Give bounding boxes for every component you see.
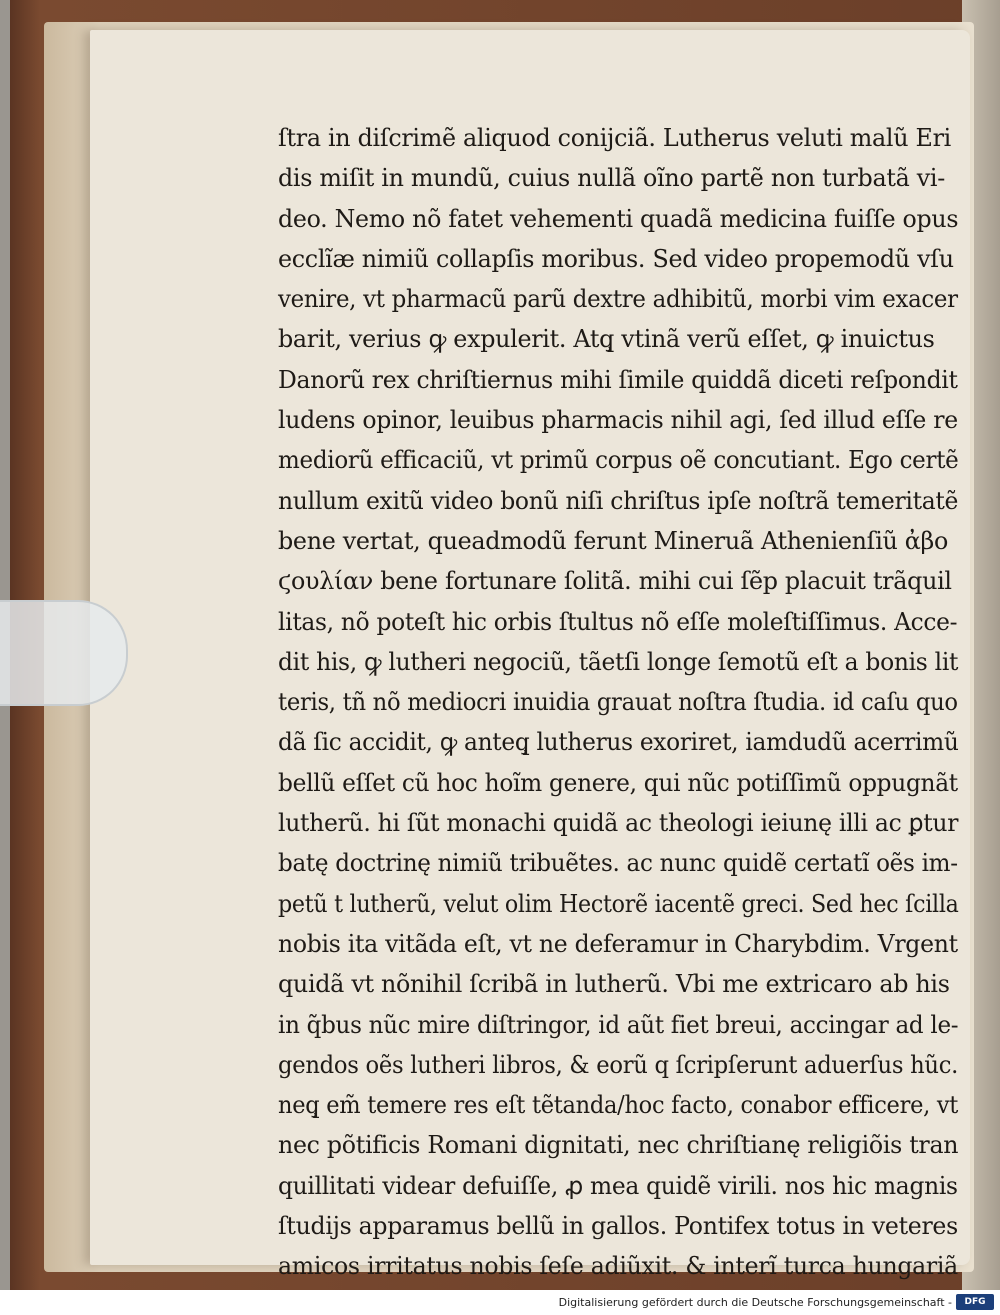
text-line: dit his, ꝙ lutheri negociũ, tãetſi longe ſemotũ eſt a bonis lit: [278, 647, 959, 676]
text-line: dis miſit in mundũ, cuius nullã oĩno partẽ non turbatã vi-: [278, 164, 945, 193]
text-line: quillitati videar defuiſſe, ꝓ mea quidẽ virili. nos hic magnis: [278, 1171, 958, 1200]
text-line: petũ t lutherũ, velut olim Hectorẽ iacentẽ greci. Sed hec ſcilla: [278, 889, 959, 918]
text-line: nobis ita vitãda eſt, vt ne deferamur in Charybdim. Vrgent: [278, 929, 958, 958]
text-line: dã ſic accidit, ꝙ anteq̧ lutherus exoriret, iamdudũ acerrimũ: [278, 728, 959, 757]
funding-credit: Digitalisierung gefördert durch die Deutsche Forschungsgemeinschaft -: [558, 1296, 952, 1309]
text-line: bellũ eſſet cũ hoc hoĩm genere, qui nũc potiſſimũ oppugnãt: [278, 768, 958, 797]
text-line: ſtudijs apparamus bellũ in gallos. Pontifex totus in veteres: [278, 1212, 958, 1241]
text-line: nullum exitũ video bonũ niſi chriſtus ipſe noſtrã temeritatẽ: [278, 486, 959, 515]
text-line: lutherũ. hi ſũt monachi quidã ac theologi ieiunę illi ac ꝑtur: [278, 809, 959, 838]
text-line: ſtra in diſcrimẽ aliquod conijciã. Lutherus veluti malũ Eri: [278, 124, 951, 152]
dfg-logo-icon: DFG: [956, 1294, 994, 1310]
text-line: gendos oẽs lutheri libros, & eorũ q ſcripſerunt aduerſus hũc.: [278, 1050, 959, 1079]
text-line: bene vertat, queadmodũ ferunt Mineruã Athenienſiũ ἀβο: [278, 526, 949, 555]
text-line: teris, tñ nõ mediocri inuidia grauat noſtra ſtudia. id caſu quo: [278, 688, 958, 717]
text-line: litas, nõ poteſt hic orbis ſtultus nõ eſſe moleſtiſſimus. Acce-: [278, 607, 958, 636]
text-line: quidã vt nõnihil ſcribã in lutherũ. Vbi me extricaro ab his: [278, 970, 950, 999]
text-line: batę doctrinę nimiũ tribuẽtes. ac nunc quidẽ certatĩ oẽs im-: [278, 849, 958, 878]
text-line: venire, vt pharmacũ parũ dextre adhibitũ, morbi vim exacer: [278, 285, 958, 314]
text-line: ecclĩæ nimiũ collapſis moribus. Sed video propemodũ vſu: [278, 244, 954, 273]
text-line: nec põtificis Romani dignitati, nec chriſtianę religiõis tran: [278, 1131, 959, 1160]
text-line: barit, verius ꝙ expulerit. Atq̧ vtinã verũ eſſet, ꝙ inuictus: [278, 325, 935, 354]
text-line: ludens opinor, leuibus pharmacis nihil agi, ſed illud eſſe re: [278, 406, 958, 435]
text-line: mediorũ efficaciũ, vt primũ corpus oẽ concutiant. Ego certẽ: [278, 446, 959, 475]
text-line: Danorũ rex chriſtiernus mihi ſimile quiddã diceti reſpondit: [278, 365, 958, 394]
text-line: ϛουλίαν bene fortunare ſolitã. mihi cui ſẽp placuit trãquil: [278, 567, 952, 596]
text-line: neq̧ em̃ temere res eſt tẽtanda/hoc facto, conabor efficere, vt: [278, 1091, 959, 1120]
page-clip: [0, 600, 128, 706]
text-line: amicos irritatus nobis ſeſe adiũxit. & interĩ turca hungariã: [278, 1252, 958, 1281]
text-line: deo. Nemo nõ fatet vehementi quadã medicina fuiſſe opus: [278, 204, 959, 233]
footer-bar: [0, 1290, 1000, 1315]
page-text: [278, 118, 964, 1290]
text-line: in q̃bus nũc mire diſtringor, id aũt fiet breui, accingar ad le-: [278, 1010, 959, 1039]
